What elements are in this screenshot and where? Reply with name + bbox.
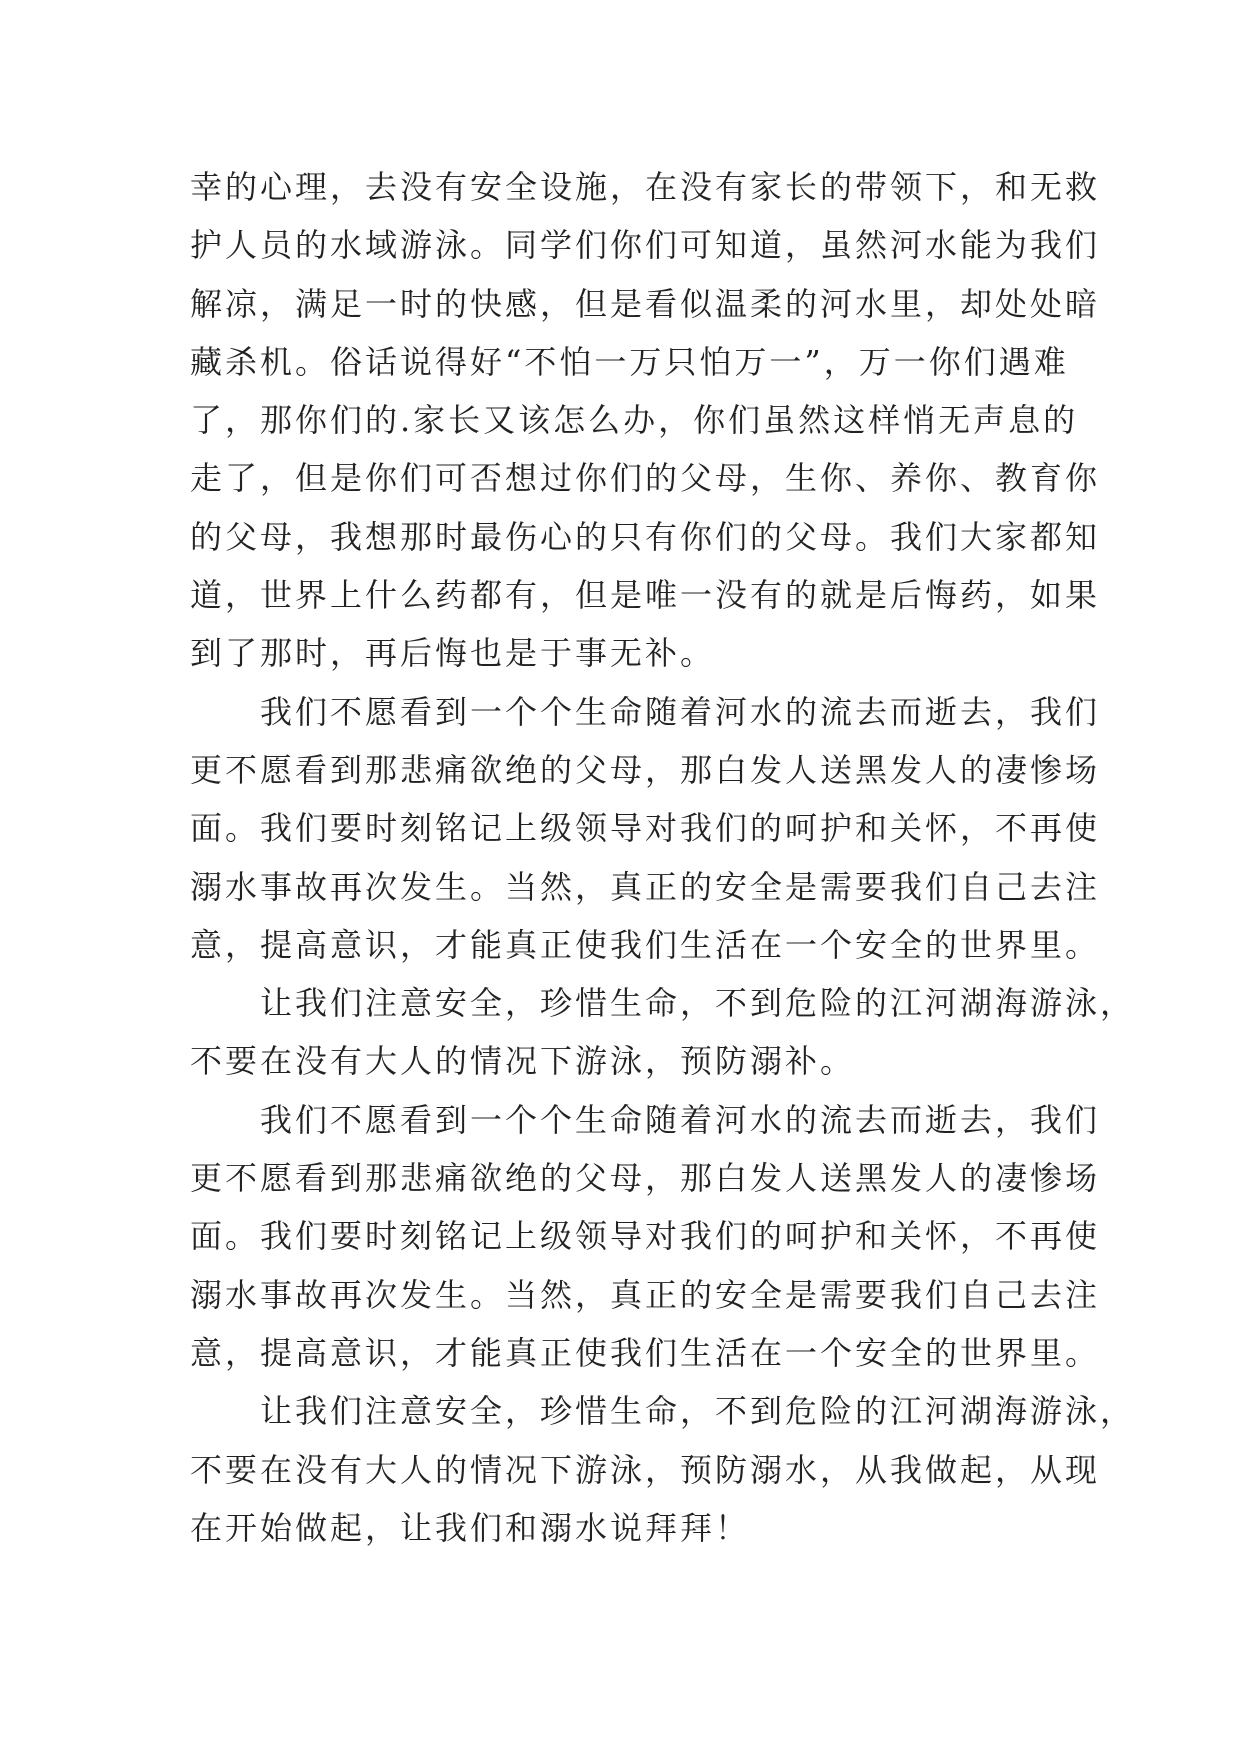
text-line: 了，那你们的.家长又该怎么办，你们虽然这样悄无声息的 [190, 401, 1079, 440]
text-line: 走了，但是你们可否想过你们的父母，生你、养你、教育你 [190, 459, 1101, 498]
text-line: 意，提高意识，才能真正使我们生活在一个安全的世界里。 [190, 925, 1101, 964]
text-line: 溺水事故再次发生。当然，真正的安全是需要我们自己去注 [190, 867, 1101, 906]
paragraph-2 [190, 683, 1101, 974]
text-line: 道，世界上什么药都有，但是唯一没有的就是后悔药，如果 [190, 576, 1101, 615]
text-line: 我们不愿看到一个个生命随着河水的流去而逝去，我们 [260, 1100, 1101, 1139]
text-line: 的父母，我想那时最伤心的只有你们的父母。我们大家都知 [190, 517, 1101, 556]
paragraph-3 [190, 974, 1136, 1091]
paragraph-1 [190, 158, 1101, 683]
text-line: 更不愿看到那悲痛欲绝的父母，那白发人送黑发人的凄惨场 [190, 750, 1101, 789]
text-line: 到了那时，再后悔也是于事无补。 [190, 634, 716, 673]
text-line: 让我们注意安全，珍惜生命，不到危险的江河湖海游泳， [260, 1392, 1136, 1431]
text-line: 在开始做起，让我们和溺水说拜拜！ [190, 1508, 751, 1547]
text-line: 幸的心理，去没有安全设施，在没有家长的带领下，和无救 [190, 168, 1101, 206]
text-line: 更不愿看到那悲痛欲绝的父母，那白发人送黑发人的凄惨场 [190, 1159, 1101, 1198]
text-line: 面。我们要时刻铭记上级领导对我们的呵护和关怀，不再使 [190, 809, 1101, 848]
text-line: 我们不愿看到一个个生命随着河水的流去而逝去，我们 [260, 692, 1101, 731]
text-line: 解凉，满足一时的快感，但是看似温柔的河水里，却处处暗 [190, 284, 1101, 323]
text-line: 不要在没有大人的情况下游泳，预防溺水，从我做起，从现 [190, 1450, 1101, 1489]
text-line: 让我们注意安全，珍惜生命，不到危险的江河湖海游泳， [260, 984, 1136, 1023]
paragraph-5 [190, 1382, 1136, 1557]
document-page [190, 158, 1136, 1557]
paragraph-4 [190, 1091, 1101, 1382]
text-line: 护人员的水域游泳。同学们你们可知道，虽然河水能为我们 [190, 226, 1101, 265]
text-line: 溺水事故再次发生。当然，真正的安全是需要我们自己去注 [190, 1275, 1101, 1314]
text-line: 不要在没有大人的情况下游泳，预防溺补。 [190, 1042, 856, 1081]
text-line: 面。我们要时刻铭记上级领导对我们的呵护和关怀，不再使 [190, 1217, 1101, 1256]
text-line: 意，提高意识，才能真正使我们生活在一个安全的世界里。 [190, 1333, 1101, 1372]
text-line: 藏杀机。俗话说得好“不怕一万只怕万一”，万一你们遇难 [190, 342, 1069, 381]
